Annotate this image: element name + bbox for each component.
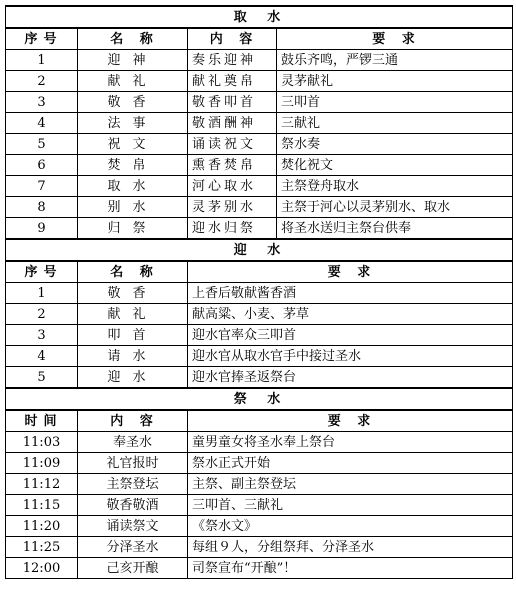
section-title-row	[6, 239, 513, 261]
section1-header-row	[6, 28, 513, 50]
row-requirement: 三叩首	[277, 92, 513, 113]
table-row	[6, 218, 513, 240]
table-row	[6, 367, 513, 389]
row-no: 2	[6, 71, 78, 92]
row-no: 4	[6, 346, 78, 367]
section-title-row	[6, 6, 513, 28]
row-requirement: 上香后敬献酱香酒	[188, 283, 513, 304]
table-row	[6, 346, 513, 367]
row-no: 7	[6, 176, 78, 197]
row-name: 献礼	[78, 304, 188, 325]
row-no: 3	[6, 92, 78, 113]
section2-title: 迎 水	[6, 239, 513, 261]
row-no: 3	[6, 325, 78, 346]
row-no: 8	[6, 197, 78, 218]
row-no: 1	[6, 283, 78, 304]
row-time: 11:12	[6, 474, 78, 495]
table-row	[6, 50, 513, 71]
row-name: 迎神	[78, 50, 188, 71]
row-time: 11:15	[6, 495, 78, 516]
row-content: 献礼奠帛	[188, 71, 277, 92]
row-requirement: 灵茅献礼	[277, 71, 513, 92]
row-requirement: 迎水官捧圣返祭台	[188, 367, 513, 389]
row-no: 2	[6, 304, 78, 325]
table-row	[6, 474, 513, 495]
header-requirement: 要 求	[188, 261, 513, 283]
row-name: 别水	[78, 197, 188, 218]
row-content: 敬香叩首	[188, 92, 277, 113]
row-requirement: 每组９人，分组祭拜、分泽圣水	[188, 537, 513, 558]
row-content: 熏香焚帛	[188, 155, 277, 176]
header-name: 名 称	[78, 28, 188, 50]
header-content: 内 容	[78, 410, 188, 432]
row-time: 11:25	[6, 537, 78, 558]
row-no: 6	[6, 155, 78, 176]
row-requirement: 司祭宣布“开酿”！	[188, 558, 513, 579]
row-content: 奉圣水	[78, 432, 188, 453]
row-content: 敬酒酬神	[188, 113, 277, 134]
row-requirement: 《祭水文》	[188, 516, 513, 537]
table-row	[6, 537, 513, 558]
row-no: 5	[6, 367, 78, 389]
row-content: 礼官报时	[78, 453, 188, 474]
table-row	[6, 325, 513, 346]
table-row	[6, 516, 513, 537]
table-row	[6, 197, 513, 218]
row-no: 4	[6, 113, 78, 134]
row-requirement: 祭水正式开始	[188, 453, 513, 474]
row-requirement: 迎水官率众三叩首	[188, 325, 513, 346]
row-name: 请水	[78, 346, 188, 367]
row-name: 取水	[78, 176, 188, 197]
ceremony-document	[5, 5, 512, 596]
table-row	[6, 558, 513, 579]
row-name: 叩首	[78, 325, 188, 346]
row-no: 5	[6, 134, 78, 155]
row-content: 奏乐迎神	[188, 50, 277, 71]
header-time: 时间	[6, 410, 78, 432]
table-row	[6, 453, 513, 474]
row-content: 诵读祭文	[78, 516, 188, 537]
table-row	[6, 432, 513, 453]
row-name: 敬香	[78, 283, 188, 304]
row-requirement: 三叩首、三献礼	[188, 495, 513, 516]
row-requirement: 祭水奏	[277, 134, 513, 155]
row-requirement: 童男童女将圣水奉上祭台	[188, 432, 513, 453]
table-row	[6, 283, 513, 304]
header-no: 序号	[6, 28, 78, 50]
table-row	[6, 304, 513, 325]
row-time: 12:00	[6, 558, 78, 579]
row-requirement: 三献礼	[277, 113, 513, 134]
row-requirement: 焚化祝文	[277, 155, 513, 176]
header-name: 名 称	[78, 261, 188, 283]
table-row	[6, 92, 513, 113]
row-content: 敬香敬酒	[78, 495, 188, 516]
row-requirement: 主祭登舟取水	[277, 176, 513, 197]
header-no: 序号	[6, 261, 78, 283]
row-name: 归祭	[78, 218, 188, 240]
row-name: 法事	[78, 113, 188, 134]
table-row	[6, 495, 513, 516]
section-title-row	[6, 388, 513, 410]
table-row	[6, 113, 513, 134]
row-content: 分泽圣水	[78, 537, 188, 558]
row-requirement: 献高粱、小麦、茅草	[188, 304, 513, 325]
header-requirement: 要 求	[277, 28, 513, 50]
row-time: 11:03	[6, 432, 78, 453]
header-content: 内 容	[188, 28, 277, 50]
row-content: 主祭登坛	[78, 474, 188, 495]
section2-header-row	[6, 261, 513, 283]
row-no: 1	[6, 50, 78, 71]
row-content: 诵读祝文	[188, 134, 277, 155]
row-requirement: 鼓乐齐鸣，严锣三通	[277, 50, 513, 71]
row-name: 焚帛	[78, 155, 188, 176]
table-row	[6, 155, 513, 176]
section3-header-row	[6, 410, 513, 432]
row-name: 献礼	[78, 71, 188, 92]
row-requirement: 主祭、副主祭登坛	[188, 474, 513, 495]
row-time: 11:09	[6, 453, 78, 474]
section3-title: 祭 水	[6, 388, 513, 410]
row-content: 河心取水	[188, 176, 277, 197]
row-name: 祝文	[78, 134, 188, 155]
row-no: 9	[6, 218, 78, 240]
row-content: 灵茅别水	[188, 197, 277, 218]
row-name: 敬香	[78, 92, 188, 113]
row-name: 迎水	[78, 367, 188, 389]
row-content: 迎水归祭	[188, 218, 277, 240]
row-requirement: 主祭于河心以灵茅别水、取水	[277, 197, 513, 218]
row-time: 11:20	[6, 516, 78, 537]
section1-title: 取 水	[6, 6, 513, 28]
row-requirement: 将圣水送归主祭台供奉	[277, 218, 513, 240]
row-content: 己亥开酿	[78, 558, 188, 579]
table-row	[6, 71, 513, 92]
header-requirement: 要 求	[188, 410, 513, 432]
table-row	[6, 176, 513, 197]
ceremony-table	[5, 5, 513, 579]
table-row	[6, 134, 513, 155]
row-requirement: 迎水官从取水官手中接过圣水	[188, 346, 513, 367]
